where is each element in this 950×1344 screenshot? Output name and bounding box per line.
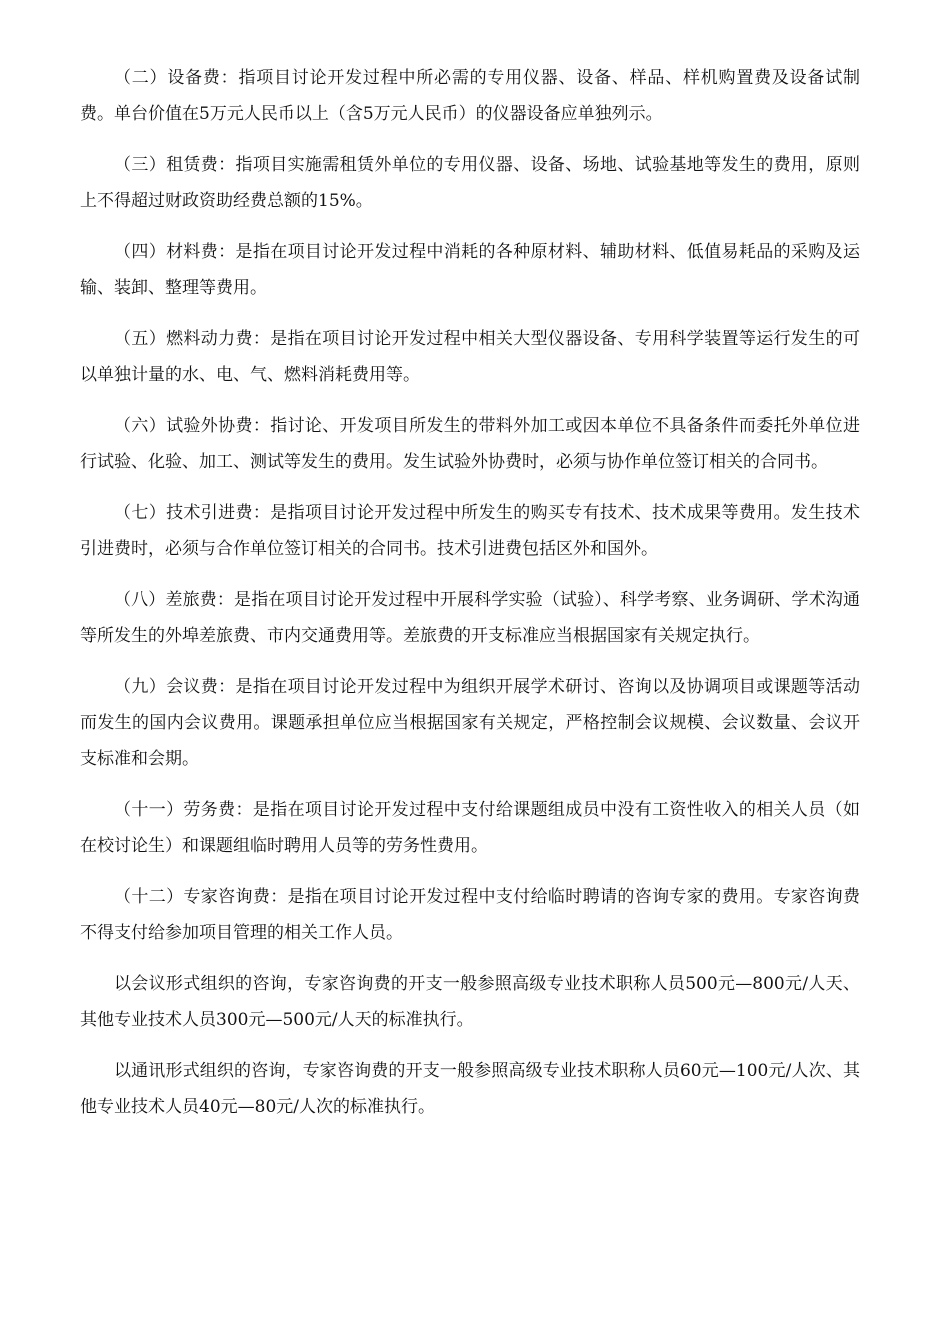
paragraph-communication-consultation-standard: 以通讯形式组织的咨询，专家咨询费的开支一般参照高级专业技术职称人员60元—100元/人次、其他专业技术人员40元—80元/人次的标准执行。 xyxy=(80,1061,860,1117)
paragraph-rental-fee: （三）租赁费：指项目实施需租赁外单位的专用仪器、设备、场地、试验基地等发生的费用，原则上不得超过财政资助经费总额的15%。 xyxy=(80,155,860,211)
paragraph-material-fee: （四）材料费：是指在项目讨论开发过程中消耗的各种原材料、辅助材料、低值易耗品的采购及运输、装卸、整理等费用。 xyxy=(80,242,860,298)
paragraph-outsourced-test-fee: （六）试验外协费：指讨论、开发项目所发生的带料外加工或因本单位不具备条件而委托外单位进行试验、化验、加工、测试等发生的费用。发生试验外协费时，必须与协作单位签订相关的合同书。 xyxy=(80,416,860,472)
paragraph-labor-fee: （十一）劳务费：是指在项目讨论开发过程中支付给课题组成员中没有工资性收入的相关人员（如在校讨论生）和课题组临时聘用人员等的劳务性费用。 xyxy=(80,800,860,856)
paragraph-travel-fee: （八）差旅费：是指在项目讨论开发过程中开展科学实验（试验）、科学考察、业务调研、学术沟通等所发生的外埠差旅费、市内交通费用等。差旅费的开支标准应当根据国家有关规定执行。 xyxy=(80,590,860,646)
paragraph-meeting-fee: （九）会议费：是指在项目讨论开发过程中为组织开展学术研讨、咨询以及协调项目或课题等活动而发生的国内会议费用。课题承担单位应当根据国家有关规定，严格控制会议规模、会议数量、会议开支标准和会期。 xyxy=(80,677,860,769)
document-page xyxy=(80,60,860,1140)
paragraph-equipment-fee: （二）设备费：指项目讨论开发过程中所必需的专用仪器、设备、样品、样机购置费及设备试制费。单台价值在5万元人民币以上（含5万元人民币）的仪器设备应单独列示。 xyxy=(80,68,860,124)
paragraph-meeting-consultation-standard: 以会议形式组织的咨询，专家咨询费的开支一般参照高级专业技术职称人员500元—800元/人天、其他专业技术人员300元—500元/人天的标准执行。 xyxy=(80,974,860,1030)
paragraph-expert-consulting-fee: （十二）专家咨询费：是指在项目讨论开发过程中支付给临时聘请的咨询专家的费用。专家咨询费不得支付给参加项目管理的相关工作人员。 xyxy=(80,887,860,943)
paragraph-technology-import-fee: （七）技术引进费：是指项目讨论开发过程中所发生的购买专有技术、技术成果等费用。发生技术引进费时，必须与合作单位签订相关的合同书。技术引进费包括区外和国外。 xyxy=(80,503,860,559)
paragraph-fuel-power-fee: （五）燃料动力费：是指在项目讨论开发过程中相关大型仪器设备、专用科学装置等运行发生的可以单独计量的水、电、气、燃料消耗费用等。 xyxy=(80,329,860,385)
